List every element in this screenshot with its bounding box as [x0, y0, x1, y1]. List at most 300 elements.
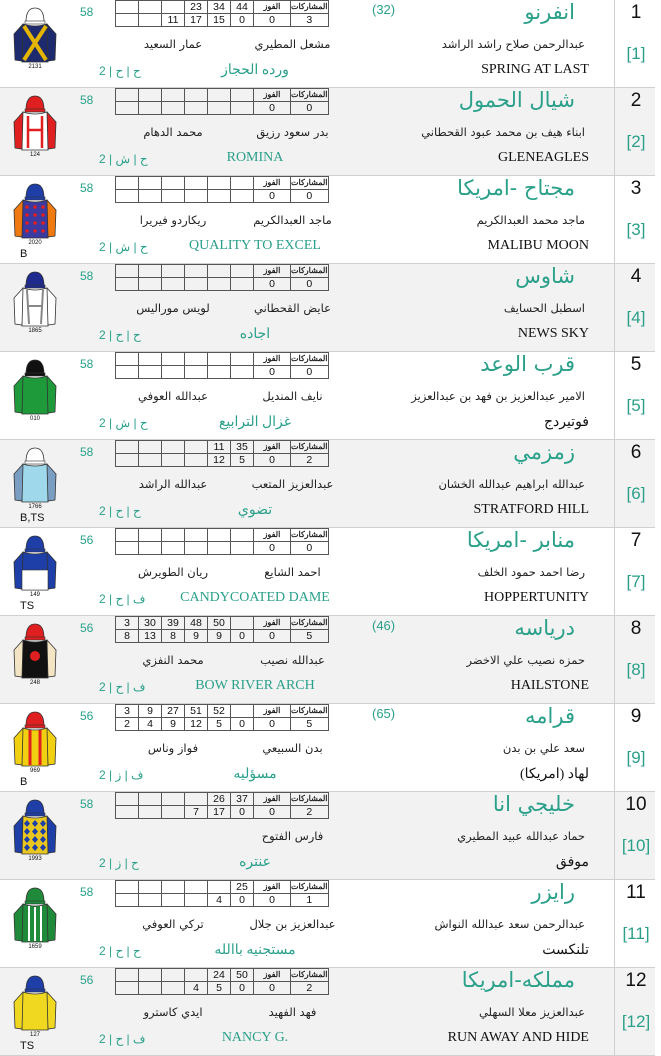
- stats-row-bottom: [116, 278, 329, 291]
- stats-row-bottom: [116, 102, 329, 115]
- stats-row-bottom: [116, 14, 329, 27]
- stat-cell: [185, 190, 208, 203]
- column-divider: [614, 440, 615, 527]
- gate-number: [1]: [626, 44, 646, 63]
- gate-number: [11]: [622, 924, 650, 943]
- stat-cell: [162, 454, 185, 467]
- stat-cell: [185, 542, 208, 555]
- stat-cell: 4: [208, 894, 231, 907]
- stat-cell: [185, 89, 208, 102]
- stat-cell: 0: [231, 806, 254, 819]
- gate-number: [8]: [626, 660, 646, 679]
- stats-row-top: [116, 881, 329, 894]
- runner-number: 8: [630, 618, 642, 639]
- horse-name[interactable]: درياسه: [514, 616, 575, 640]
- stats-table: [115, 352, 329, 379]
- wins-header: الفوز: [254, 793, 291, 806]
- runner-row: [0, 88, 655, 176]
- column-divider: [614, 176, 615, 263]
- stat-cell: [116, 881, 139, 894]
- runner-row: [0, 616, 655, 704]
- jockey-silks-icon: [10, 444, 60, 510]
- runner-number: 9: [630, 706, 642, 727]
- horse-name[interactable]: شيال الحمول: [458, 88, 575, 112]
- wins-header: الفوز: [254, 705, 291, 718]
- stat-cell: [208, 366, 231, 379]
- stat-cell: 52: [208, 705, 231, 718]
- stat-cell: [162, 881, 185, 894]
- runner-row: [0, 264, 655, 352]
- stats-row-bottom: [116, 982, 329, 995]
- horse-name[interactable]: انفرنو: [524, 0, 575, 24]
- stat-cell: [231, 529, 254, 542]
- stat-cell: [139, 1, 162, 14]
- trainer-name: بدن السبيعي: [262, 741, 323, 755]
- stat-cell: [162, 793, 185, 806]
- wins-header: الفوز: [254, 89, 291, 102]
- runner-row: [0, 704, 655, 792]
- sire-name: GLENEAGLES: [498, 150, 589, 165]
- age-sex-code: ح | ح | 2: [99, 64, 141, 78]
- runner-number: 5: [630, 354, 642, 375]
- trainer-name: عبدالله نصيب: [260, 653, 325, 667]
- age-sex-code: ح | ش | 2: [99, 152, 148, 166]
- stat-cell: 24: [208, 969, 231, 982]
- stat-cell: [116, 278, 139, 291]
- age-sex-code: ف | ح | 2: [99, 680, 146, 694]
- stat-cell: [116, 265, 139, 278]
- jockey-silks-icon: [10, 796, 60, 862]
- equipment: TS: [20, 1040, 35, 1052]
- stat-cell: 51: [185, 705, 208, 718]
- jockey-name: فواز وناس: [147, 741, 199, 755]
- stat-cell: 0: [231, 894, 254, 907]
- stat-cell: [116, 793, 139, 806]
- stat-cell: [231, 542, 254, 555]
- stat-cell: [231, 278, 254, 291]
- stat-cell: [231, 366, 254, 379]
- owner-name: سعد علي بن بدن: [502, 741, 585, 755]
- wins-value: 0: [254, 982, 291, 995]
- svg-text:1659: 1659: [28, 944, 42, 950]
- owner-name: اسطبل الحسايف: [503, 301, 585, 315]
- horse-name[interactable]: قرامه: [525, 704, 575, 728]
- dam-name: اجاده: [239, 327, 271, 342]
- runs-value: 0: [291, 366, 329, 379]
- stat-cell: 15: [208, 14, 231, 27]
- weight: 56: [80, 973, 94, 987]
- jockey-silks-icon: [10, 620, 60, 686]
- sire-name: HOPPERTUNITY: [484, 590, 589, 605]
- weight: 58: [80, 269, 94, 283]
- stats-row-top: [116, 265, 329, 278]
- jockey-silks-icon: [10, 180, 60, 246]
- stats-table: [115, 792, 329, 819]
- stat-cell: [116, 190, 139, 203]
- column-divider: [614, 616, 615, 703]
- stat-cell: 0: [231, 982, 254, 995]
- stats-row-bottom: [116, 190, 329, 203]
- stats-row-top: [116, 441, 329, 454]
- stat-cell: [139, 894, 162, 907]
- stat-cell: [139, 542, 162, 555]
- jockey-name: عمار السعيد: [143, 37, 203, 51]
- stat-cell: [162, 1, 185, 14]
- runs-value: 0: [291, 542, 329, 555]
- wins-value: 0: [254, 102, 291, 115]
- sire-name: تلنكست: [542, 943, 589, 958]
- sire-name: MALIBU MOON: [487, 238, 589, 253]
- stat-cell: [139, 441, 162, 454]
- stats-row-top: [116, 89, 329, 102]
- horse-rating: (32): [372, 2, 396, 17]
- column-divider: [614, 88, 615, 175]
- stat-cell: 2: [116, 718, 139, 731]
- runs-header: المشاركات: [291, 969, 329, 982]
- jockey-silks-icon: [10, 4, 60, 70]
- stats-table: [115, 176, 329, 203]
- stat-cell: [185, 969, 208, 982]
- stat-cell: [162, 806, 185, 819]
- weight: 58: [80, 181, 94, 195]
- stat-cell: [185, 102, 208, 115]
- sire-name: SPRING AT LAST: [481, 62, 589, 77]
- svg-text:127: 127: [29, 1032, 41, 1038]
- runs-header: المشاركات: [291, 705, 329, 718]
- stat-cell: [116, 894, 139, 907]
- stat-cell: [162, 177, 185, 190]
- svg-text:149: 149: [29, 592, 41, 598]
- svg-text:248: 248: [29, 680, 41, 686]
- stat-cell: [116, 1, 139, 14]
- trainer-name: عايض القحطاني: [254, 301, 331, 315]
- stat-cell: [185, 894, 208, 907]
- stat-cell: [139, 14, 162, 27]
- owner-name: عبدالعزيز معلا السهلي: [478, 1005, 585, 1019]
- stat-cell: 23: [185, 1, 208, 14]
- stat-cell: [139, 881, 162, 894]
- runner-row: [0, 176, 655, 264]
- stats-row-top: [116, 969, 329, 982]
- stat-cell: 11: [162, 14, 185, 27]
- sire-name: RUN AWAY AND HIDE: [447, 1030, 589, 1045]
- runs-header: المشاركات: [291, 1, 329, 14]
- stat-cell: [116, 969, 139, 982]
- weight: 56: [80, 709, 94, 723]
- stat-cell: [116, 89, 139, 102]
- stat-cell: 0: [231, 14, 254, 27]
- gate-number: [6]: [626, 484, 646, 503]
- column-divider: [614, 968, 615, 1055]
- stat-cell: [139, 278, 162, 291]
- jockey-name: عبدالله الراشد: [138, 477, 208, 491]
- stat-cell: 11: [208, 441, 231, 454]
- runs-header: المشاركات: [291, 881, 329, 894]
- runs-value: 5: [291, 718, 329, 731]
- stat-cell: [231, 190, 254, 203]
- stat-cell: 8: [116, 630, 139, 643]
- stat-cell: [185, 529, 208, 542]
- jockey-name: ايدي كاسترو: [143, 1005, 203, 1019]
- stat-cell: [116, 366, 139, 379]
- sire-name: STRATFORD HILL: [473, 502, 589, 517]
- runs-header: المشاركات: [291, 353, 329, 366]
- stat-cell: [231, 265, 254, 278]
- stat-cell: [208, 881, 231, 894]
- stats-table: [115, 88, 329, 115]
- gate-number: [12]: [621, 1012, 651, 1031]
- wins-header: الفوز: [254, 177, 291, 190]
- wins-value: 0: [254, 806, 291, 819]
- dam-name: NANCY G.: [221, 1030, 289, 1045]
- column-divider: [614, 264, 615, 351]
- stat-cell: [162, 265, 185, 278]
- gate-number: [9]: [626, 748, 646, 767]
- wins-header: الفوز: [254, 265, 291, 278]
- jockey-name: محمد النفزي: [142, 653, 204, 667]
- dam-name: ورده الحجاز: [221, 63, 289, 78]
- runs-value: 1: [291, 894, 329, 907]
- stat-cell: [208, 102, 231, 115]
- weight: 58: [80, 445, 94, 459]
- stat-cell: [139, 529, 162, 542]
- stat-cell: 44: [231, 1, 254, 14]
- stat-cell: [139, 806, 162, 819]
- stat-cell: [139, 265, 162, 278]
- runner-row: [0, 792, 655, 880]
- svg-text:969: 969: [29, 768, 41, 774]
- runs-header: المشاركات: [291, 177, 329, 190]
- stat-cell: [162, 969, 185, 982]
- stat-cell: [162, 366, 185, 379]
- stat-cell: 7: [185, 806, 208, 819]
- wins-value: 0: [254, 366, 291, 379]
- column-divider: [614, 704, 615, 791]
- stat-cell: [139, 353, 162, 366]
- stat-cell: [139, 89, 162, 102]
- stat-cell: [162, 353, 185, 366]
- wins-value: 0: [254, 894, 291, 907]
- wins-value: 0: [254, 14, 291, 27]
- stat-cell: 50: [208, 617, 231, 630]
- stats-row-top: [116, 1, 329, 14]
- stat-cell: [116, 14, 139, 27]
- stat-cell: [162, 894, 185, 907]
- stat-cell: [162, 982, 185, 995]
- stat-cell: [231, 89, 254, 102]
- svg-text:124: 124: [29, 152, 41, 158]
- runs-header: المشاركات: [291, 89, 329, 102]
- stats-row-top: [116, 617, 329, 630]
- horse-name[interactable]: شاوس: [515, 264, 575, 288]
- owner-name: رضا احمد حمود الخلف: [477, 565, 585, 579]
- stat-cell: [231, 102, 254, 115]
- stat-cell: 5: [208, 718, 231, 731]
- stat-cell: [185, 454, 208, 467]
- svg-text:010: 010: [29, 416, 41, 422]
- wins-header: الفوز: [254, 617, 291, 630]
- dam-name: CANDYCOATED DAME: [180, 590, 330, 605]
- jockey-silks-icon: [10, 884, 60, 950]
- runs-value: 0: [291, 278, 329, 291]
- stat-cell: [231, 617, 254, 630]
- age-sex-code: ح | ح | 2: [99, 328, 141, 342]
- stats-row-top: [116, 793, 329, 806]
- trainer-name: فهد الفهيد: [268, 1005, 317, 1019]
- stat-cell: [162, 190, 185, 203]
- trainer-name: احمد الشايع: [264, 565, 321, 579]
- runner-number: 10: [625, 794, 647, 815]
- runner-row: [0, 352, 655, 440]
- horse-name[interactable]: منابر -امريكا: [466, 528, 575, 552]
- equipment: B,TS: [20, 512, 45, 524]
- horse-name[interactable]: مجتاح -امريكا: [457, 176, 575, 200]
- stat-cell: [208, 89, 231, 102]
- dam-name: QUALITY TO EXCEL: [189, 238, 321, 253]
- stat-cell: 5: [208, 982, 231, 995]
- runs-value: 0: [291, 102, 329, 115]
- owner-name: الامير عبدالعزيز بن فهد بن عبدالعزيز: [411, 389, 585, 403]
- stat-cell: 8: [162, 630, 185, 643]
- column-divider: [614, 528, 615, 615]
- runner-row: [0, 880, 655, 968]
- stat-cell: [139, 454, 162, 467]
- age-sex-code: ح | ز | 2: [99, 856, 139, 870]
- horse-name[interactable]: خليجي انا: [492, 792, 575, 816]
- wins-header: الفوز: [254, 529, 291, 542]
- stats-table: [115, 0, 329, 27]
- stat-cell: [208, 529, 231, 542]
- stat-cell: [116, 454, 139, 467]
- trainer-name: فارس الفتوح: [261, 829, 324, 843]
- jockey-name: ريان الطويرش: [137, 565, 209, 579]
- stat-cell: [139, 102, 162, 115]
- stat-cell: 4: [139, 718, 162, 731]
- stat-cell: [116, 529, 139, 542]
- stats-table: [115, 616, 329, 643]
- stat-cell: [231, 705, 254, 718]
- gate-number: [10]: [621, 836, 651, 855]
- stats-table: [115, 880, 329, 907]
- gate-number: [7]: [626, 572, 646, 591]
- stat-cell: [139, 969, 162, 982]
- stat-cell: [208, 190, 231, 203]
- wins-header: الفوز: [254, 353, 291, 366]
- owner-name: ابناء هيف بن محمد عبود القحطاني: [421, 125, 585, 139]
- stats-row-bottom: [116, 630, 329, 643]
- stat-cell: [185, 265, 208, 278]
- stats-row-top: [116, 529, 329, 542]
- runner-row: [0, 0, 655, 88]
- stat-cell: [208, 542, 231, 555]
- runs-value: 2: [291, 982, 329, 995]
- jockey-name: لويس موراليس: [136, 301, 210, 315]
- runs-value: 0: [291, 190, 329, 203]
- stat-cell: [185, 353, 208, 366]
- jockey-silks-icon: [10, 92, 60, 158]
- weight: 56: [80, 621, 94, 635]
- column-divider: [614, 792, 615, 879]
- column-divider: [614, 880, 615, 967]
- wins-header: الفوز: [254, 969, 291, 982]
- runner-number: 2: [630, 90, 642, 111]
- stat-cell: [139, 177, 162, 190]
- stats-row-top: [116, 705, 329, 718]
- weight: 58: [80, 93, 94, 107]
- svg-text:1766: 1766: [28, 504, 42, 510]
- horse-rating: (46): [372, 618, 396, 633]
- runs-value: 5: [291, 630, 329, 643]
- wins-value: 0: [254, 542, 291, 555]
- sire-name: HAILSTONE: [510, 678, 589, 693]
- weight: 56: [80, 533, 94, 547]
- horse-name[interactable]: مملكه-امريكا: [461, 968, 575, 992]
- stat-cell: [139, 793, 162, 806]
- sire-name: NEWS SKY: [517, 326, 589, 341]
- stat-cell: 26: [208, 793, 231, 806]
- sire-name: موفق: [555, 855, 589, 870]
- svg-text:1865: 1865: [28, 328, 42, 334]
- horse-name[interactable]: رايزر: [531, 880, 575, 904]
- stat-cell: 4: [185, 982, 208, 995]
- trainer-name: بدر سعود رزيق: [256, 125, 329, 139]
- jockey-silks-icon: [10, 532, 60, 598]
- runner-row: [0, 440, 655, 528]
- dam-name: ROMINA: [226, 150, 284, 165]
- stat-cell: [208, 177, 231, 190]
- sire-name: فوتيردج: [543, 415, 589, 430]
- jockey-name: عبدالله العوفي: [138, 389, 208, 403]
- owner-name: ماجد محمد العبدالكريم: [476, 213, 585, 227]
- stat-cell: 9: [162, 718, 185, 731]
- dam-name: غزال الترابيع: [218, 415, 292, 430]
- runs-value: 2: [291, 806, 329, 819]
- stat-cell: [116, 353, 139, 366]
- jockey-silks-icon: [10, 356, 60, 422]
- horse-name[interactable]: زمزمي: [513, 440, 575, 464]
- equipment: B: [20, 248, 28, 260]
- stat-cell: 9: [185, 630, 208, 643]
- runner-number: 3: [630, 178, 642, 199]
- stat-cell: 9: [139, 705, 162, 718]
- dam-name: تضوي: [237, 503, 273, 518]
- stat-cell: 48: [185, 617, 208, 630]
- stats-row-bottom: [116, 718, 329, 731]
- stat-cell: 30: [139, 617, 162, 630]
- horse-name[interactable]: قرب الوعد: [480, 352, 575, 376]
- gate-number: [5]: [626, 396, 646, 415]
- age-sex-code: ف | ز | 2: [99, 768, 144, 782]
- trainer-name: عبدالعزيز بن جلال: [249, 917, 336, 931]
- stats-row-bottom: [116, 366, 329, 379]
- runs-value: 2: [291, 454, 329, 467]
- stats-row-bottom: [116, 454, 329, 467]
- stat-cell: 35: [231, 441, 254, 454]
- stat-cell: [116, 806, 139, 819]
- stat-cell: 37: [231, 793, 254, 806]
- wins-value: 0: [254, 718, 291, 731]
- stat-cell: 9: [208, 630, 231, 643]
- owner-name: عبدالرحمن صلاح راشد الراشد: [441, 37, 585, 51]
- trainer-name: عبدالعزيز المتعب: [251, 477, 334, 491]
- wins-header: الفوز: [254, 441, 291, 454]
- runner-number: 12: [625, 970, 647, 991]
- stats-row-bottom: [116, 806, 329, 819]
- stat-cell: [162, 529, 185, 542]
- svg-text:1993: 1993: [28, 856, 42, 862]
- wins-header: الفوز: [254, 881, 291, 894]
- gate-number: [2]: [626, 132, 646, 151]
